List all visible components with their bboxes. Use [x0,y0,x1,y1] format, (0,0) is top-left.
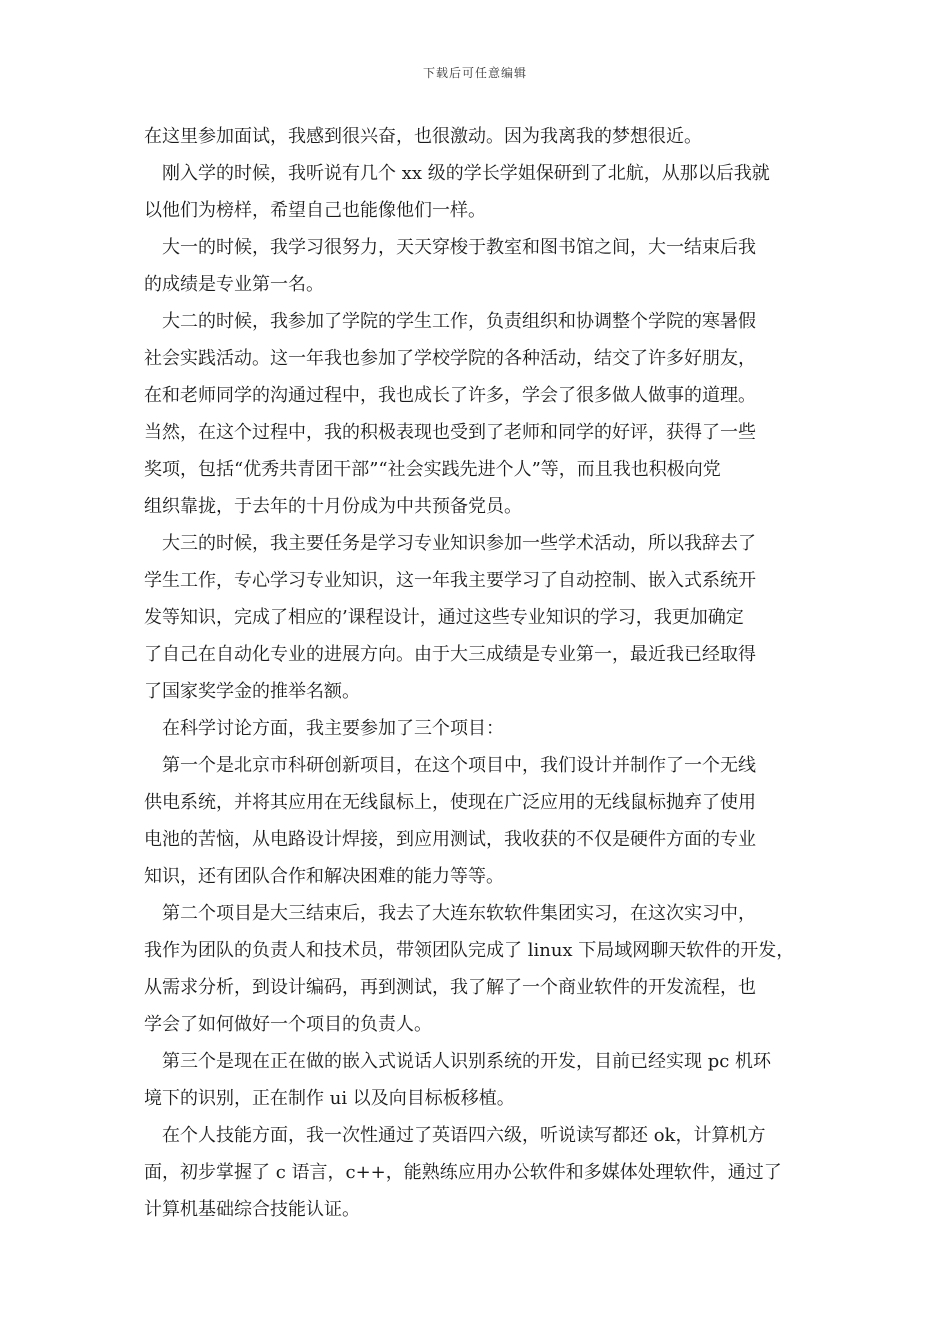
text-line: 大三的时候，我主要任务是学习专业知识参加一些学术活动，所以我辞去了 [162,533,756,554]
text-line: 面，初步掌握了 c 语言，c++，能熟练应用办公软件和多媒体处理软件，通过了 [144,1162,782,1183]
text-line: 大一的时候，我学习很努力，天天穿梭于教室和图书馆之间，大一结束后我 [162,237,756,258]
text-line: 知识，还有团队合作和解决困难的能力等等。 [144,866,504,887]
text-line: 社会实践活动。这一年我也参加了学校学院的各种活动，结交了许多好朋友， [144,348,756,369]
text-line: 在个人技能方面，我一次性通过了英语四六级，听说读写都还 ok，计算机方 [162,1125,766,1146]
text-line: 在科学讨论方面，我主要参加了三个项目： [162,718,504,739]
text-line: 奖项，包括“优秀共青团干部”“社会实践先进个人”等，而且我也积极向党 [144,459,721,480]
text-line: 计算机基础综合技能认证。 [144,1199,360,1220]
text-line: 第二个项目是大三结束后，我去了大连东软软件集团实习，在这次实习中， [162,903,756,924]
text-line: 我作为团队的负责人和技术员，带领团队完成了 linux 下局域网聊天软件的开发， [144,940,795,961]
text-line: 组织靠拢，于去年的十月份成为中共预备党员。 [144,496,522,517]
text-line: 第一个是北京市科研创新项目，在这个项目中，我们设计并制作了一个无线 [162,755,756,776]
text-line: 境下的识别，正在制作 ui 以及向目标板移植。 [144,1088,515,1109]
text-line: 了国家奖学金的推举名额。 [144,681,360,702]
document-body [144,118,814,1228]
text-line: 在和老师同学的沟通过程中，我也成长了许多，学会了很多做人做事的道理。 [144,385,756,406]
page-header: 下载后可任意编辑 [422,66,527,80]
text-line: 以他们为榜样，希望自己也能像他们一样。 [144,200,486,221]
text-line: 供电系统，并将其应用在无线鼠标上，使现在广泛应用的无线鼠标抛弃了使用 [144,792,756,813]
text-line: 了自己在自动化专业的进展方向。由于大三成绩是专业第一，最近我已经取得 [144,644,756,665]
text-line: 第三个是现在正在做的嵌入式说话人识别系统的开发，目前已经实现 pc 机环 [162,1051,772,1072]
text-line: 学会了如何做好一个项目的负责人。 [144,1014,432,1035]
text-line: 在这里参加面试，我感到很兴奋，也很激动。因为我离我的梦想很近。 [144,126,702,147]
text-line: 电池的苦恼，从电路设计焊接，到应用测试，我收获的不仅是硬件方面的专业 [144,829,756,850]
text-line: 刚入学的时候，我听说有几个 xx 级的学长学姐保研到了北航，从那以后我就 [162,163,770,184]
text-line: 从需求分析，到设计编码，再到测试，我了解了一个商业软件的开发流程，也 [144,977,756,998]
text-line: 的成绩是专业第一名。 [144,274,324,295]
text-line: 大二的时候，我参加了学院的学生工作，负责组织和协调整个学院的寒暑假 [162,311,756,332]
text-line: 学生工作，专心学习专业知识，这一年我主要学习了自动控制、嵌入式系统开 [144,570,756,591]
text-line: 当然，在这个过程中，我的积极表现也受到了老师和同学的好评，获得了一些 [144,422,756,443]
text-line: 发等知识，完成了相应的’课程设计，通过这些专业知识的学习，我更加确定 [144,607,744,628]
